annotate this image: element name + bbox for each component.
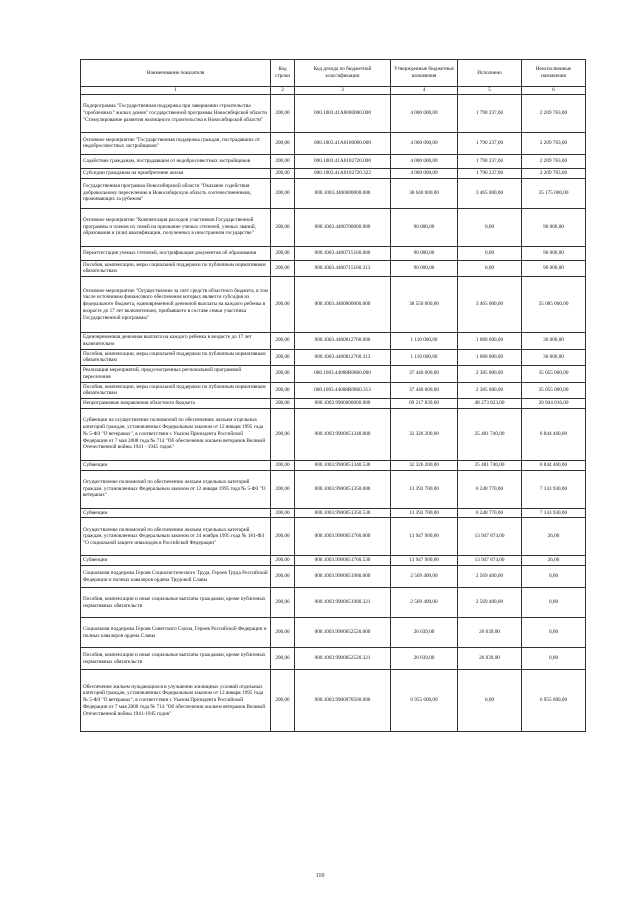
table-row bbox=[81, 277, 586, 333]
row-name: Осуществление полномочий по обеспечению жильем отдельных категорий граждан, установленных Федеральным законом от 12 января 1995 года № 5-ФЗ "О ветеранах" bbox=[81, 470, 271, 508]
row-code: 200,00 bbox=[271, 508, 295, 518]
header-name: Наименование показателя bbox=[81, 60, 271, 87]
row-executed: 13 947 874,00 bbox=[458, 556, 522, 566]
row-approved: 4 000 000,00 bbox=[391, 94, 458, 132]
row-name: Осуществление полномочий по обеспечению жильем отдельных категорий граждан, установленных Федеральным законом от 24 ноября 1995 года № 181-ФЗ "О социальной защите инвалидов в Российской Федерации" bbox=[81, 518, 271, 556]
row-unexecuted: 7 143 930,00 bbox=[522, 470, 586, 508]
row-approved: 13 392 700,00 bbox=[391, 470, 458, 508]
row-executed: 6 248 770,00 bbox=[458, 470, 522, 508]
row-approved: 6 955 600,00 bbox=[391, 670, 458, 732]
row-code: 200,00 bbox=[271, 588, 295, 618]
header-approved: Утвержденные бюджетные назначения bbox=[391, 60, 458, 87]
row-executed: 26 039,00 bbox=[458, 648, 522, 670]
row-executed: 0,00 bbox=[458, 246, 522, 260]
row-name: Пособия, компенсации и иные социальные выплаты гражданам, кроме публичных нормативных обязательств bbox=[81, 648, 271, 670]
row-code: 200,00 bbox=[271, 556, 295, 566]
row-code: 200,00 bbox=[271, 399, 295, 409]
table-row bbox=[81, 670, 586, 732]
row-name: Социальная поддержка Героев Социалистического Труда, Героев Труда Российской Федерации и полных кавалеров ордена Трудовой Славы bbox=[81, 566, 271, 588]
column-number-row bbox=[81, 87, 586, 95]
row-kbk: 000.1003.9900051350.000 bbox=[295, 470, 391, 508]
row-executed: 1 790 237,00 bbox=[458, 168, 522, 178]
row-executed: 2 569 400,00 bbox=[458, 566, 522, 588]
row-unexecuted: 30 000,00 bbox=[522, 349, 586, 366]
table-row bbox=[81, 518, 586, 556]
row-approved: 13 947 900,00 bbox=[391, 556, 458, 566]
row-executed: 6 248 770,00 bbox=[458, 508, 522, 518]
row-kbk: 000.1003.4400715160.313 bbox=[295, 260, 391, 277]
row-approved: 1 110 000,00 bbox=[391, 333, 458, 350]
row-approved: 90 000,00 bbox=[391, 208, 458, 246]
table-row bbox=[81, 94, 586, 132]
row-name: Субвенции bbox=[81, 508, 271, 518]
table-row bbox=[81, 366, 586, 383]
row-name: Субвенции на осуществление полномочий по обеспечению жильем отдельных категорий граждан, установленных Федеральным законом от 12 января 1995 года № 5-ФЗ "О ветеранах", в соответствии с Указом Президента Российской Федерации от 7 мая 2008 года № 714 "Об обеспечении жильем ветеранов Великой Отечественной войны 1941 - 1945 годов" bbox=[81, 408, 271, 460]
row-executed: 0,00 bbox=[458, 208, 522, 246]
row-unexecuted: 6 844 460,00 bbox=[522, 408, 586, 460]
row-unexecuted: 0,00 bbox=[522, 618, 586, 648]
row-approved: 37 440 000,00 bbox=[391, 366, 458, 383]
table-row bbox=[81, 618, 586, 648]
table-row bbox=[81, 382, 586, 399]
row-name: Субвенции bbox=[81, 460, 271, 470]
column-number: 2 bbox=[271, 87, 295, 95]
row-kbk: 000.1003.9900051980.000 bbox=[295, 566, 391, 588]
row-unexecuted: 2 209 763,00 bbox=[522, 168, 586, 178]
row-approved: 26 039,00 bbox=[391, 648, 458, 670]
table-row bbox=[81, 260, 586, 277]
row-executed: 1 080 000,00 bbox=[458, 333, 522, 350]
row-executed: 48 273 823,00 bbox=[458, 399, 522, 409]
row-code: 200,00 bbox=[271, 208, 295, 246]
row-approved: 32 326 200,00 bbox=[391, 460, 458, 470]
row-code: 200,00 bbox=[271, 333, 295, 350]
header-unexecuted: Неисполненные назначения bbox=[522, 60, 586, 87]
row-code: 200,00 bbox=[271, 246, 295, 260]
row-approved: 13 947 900,00 bbox=[391, 518, 458, 556]
row-code: 200,00 bbox=[271, 382, 295, 399]
row-unexecuted: 20 944 016,00 bbox=[522, 399, 586, 409]
row-executed: 13 947 874,00 bbox=[458, 518, 522, 556]
row-kbk: 000.1003.4400812760.313 bbox=[295, 349, 391, 366]
row-code: 200,00 bbox=[271, 566, 295, 588]
row-approved: 13 392 700,00 bbox=[391, 508, 458, 518]
row-executed: 2 569 400,00 bbox=[458, 588, 522, 618]
table-row bbox=[81, 132, 586, 154]
row-name: Переаттестация ученых степеней, нострификация документов об образовании bbox=[81, 246, 271, 260]
table-row bbox=[81, 566, 586, 588]
report-body bbox=[81, 94, 586, 731]
row-executed: 3 465 000,00 bbox=[458, 178, 522, 208]
row-unexecuted: 0,00 bbox=[522, 648, 586, 670]
row-unexecuted: 90 000,00 bbox=[522, 260, 586, 277]
row-code: 200,00 bbox=[271, 518, 295, 556]
table-row bbox=[81, 333, 586, 350]
row-code: 200,00 bbox=[271, 178, 295, 208]
row-approved: 90 000,00 bbox=[391, 260, 458, 277]
row-executed: 2 385 000,00 bbox=[458, 366, 522, 383]
row-name: Основное мероприятие "Компенсация расходов участников Государственной программы и членов их семей на признание ученых степеней, ученых званий, образования и (или) квалификации, полученных в иностранном государстве" bbox=[81, 208, 271, 246]
row-code: 200,00 bbox=[271, 618, 295, 648]
row-kbk: 000.1003.4400812760.000 bbox=[295, 333, 391, 350]
row-executed: 1 080 000,00 bbox=[458, 349, 522, 366]
row-name: Подпрограмма "Государственная поддержка при завершении строительства "проблемных" жилых домов" государственной программы Новосибирской области "Стимулирование развития жилищного строительства в Новосибирской области" bbox=[81, 94, 271, 132]
row-executed: 25 481 740,00 bbox=[458, 408, 522, 460]
table-row bbox=[81, 588, 586, 618]
row-unexecuted: 2 209 763,00 bbox=[522, 94, 586, 132]
row-executed: 0,00 bbox=[458, 260, 522, 277]
row-unexecuted: 6 844 460,00 bbox=[522, 460, 586, 470]
row-kbk: 000.1003.9900051340.530 bbox=[295, 460, 391, 470]
row-name: Субвенции bbox=[81, 556, 271, 566]
row-approved: 2 569 400,00 bbox=[391, 566, 458, 588]
row-unexecuted: 26,00 bbox=[522, 518, 586, 556]
row-unexecuted: 0,00 bbox=[522, 588, 586, 618]
row-kbk: 000.1003.9900051980.321 bbox=[295, 588, 391, 618]
row-name: Содействие гражданам, пострадавшим от недобросовестных застройщиков bbox=[81, 154, 271, 168]
row-unexecuted: 90 000,00 bbox=[522, 246, 586, 260]
row-kbk: 000.1003.4400000000.000 bbox=[295, 178, 391, 208]
row-name: Государственная программа Новосибирской области "Оказание содействия добровольному переселению в Новосибирскую область соотечественников, проживающих за рубежом" bbox=[81, 178, 271, 208]
row-code: 200,00 bbox=[271, 366, 295, 383]
row-unexecuted: 6 955 600,00 bbox=[522, 670, 586, 732]
row-code: 200,00 bbox=[271, 168, 295, 178]
row-approved: 32 326 200,00 bbox=[391, 408, 458, 460]
row-kbk: 000.1003.44008R0860.313 bbox=[295, 382, 391, 399]
row-kbk: 000.1003.41А0100000.000 bbox=[295, 132, 391, 154]
row-executed: 26 039,00 bbox=[458, 618, 522, 648]
row-unexecuted: 90 000,00 bbox=[522, 208, 586, 246]
row-code: 200,00 bbox=[271, 260, 295, 277]
row-unexecuted: 2 209 763,00 bbox=[522, 132, 586, 154]
row-name: Обеспечение жильем нуждающихся в улучшении жилищных условий отдельных категорий граждан, установленных Федеральным законом от 12 января 1995 года № 5-ФЗ "О ветеранах", в соответствии с Указом Президента Российской Федерации от 7 мая 2008 года № 714 "Об обеспечении жильем ветеранов Великой Отечественной войны 1941-1945 годов" bbox=[81, 670, 271, 732]
row-unexecuted: 30 000,00 bbox=[522, 333, 586, 350]
row-name: Непрограммные направления областного бюджета bbox=[81, 399, 271, 409]
row-kbk: 000.1003.9900052520.000 bbox=[295, 618, 391, 648]
row-unexecuted: 35 175 000,00 bbox=[522, 178, 586, 208]
row-approved: 90 000,00 bbox=[391, 246, 458, 260]
row-kbk: 000.1003.41А0102720.000 bbox=[295, 154, 391, 168]
row-kbk: 000.1003.41А0102720.322 bbox=[295, 168, 391, 178]
column-number: 5 bbox=[458, 87, 522, 95]
column-number: 1 bbox=[81, 87, 271, 95]
row-kbk: 000.1003.9900051350.530 bbox=[295, 508, 391, 518]
row-unexecuted: 35 085 000,00 bbox=[522, 277, 586, 333]
table-row bbox=[81, 508, 586, 518]
row-name: Реализация мероприятий, предусмотренных региональной программой переселения bbox=[81, 366, 271, 383]
row-name: Субсидии гражданам на приобретение жилья bbox=[81, 168, 271, 178]
row-kbk: 000.1003.9900070560.000 bbox=[295, 670, 391, 732]
row-code: 200,00 bbox=[271, 154, 295, 168]
table-row bbox=[81, 408, 586, 460]
row-approved: 38 550 000,00 bbox=[391, 277, 458, 333]
row-name: Пособия, компенсации, меры социальной поддержки по публичным нормативным обязательствам bbox=[81, 349, 271, 366]
table-row bbox=[81, 556, 586, 566]
row-executed: 2 385 000,00 bbox=[458, 382, 522, 399]
row-approved: 4 000 000,00 bbox=[391, 132, 458, 154]
row-kbk: 000.1003.41А0000000.000 bbox=[295, 94, 391, 132]
row-name: Пособия, компенсации и иные социальные выплаты гражданам, кроме публичных нормативных обязательств bbox=[81, 588, 271, 618]
row-name: Основное мероприятие "Осуществление за счет средств областного бюджета, в том числе источником финансового обеспечения которых является субсидия из федерального бюджета, единовременной денежной выплаты на каждого ребенка в возрасте до 17 лет включительно, прибывшего в составе семьи участника Государственной программы" bbox=[81, 277, 271, 333]
table-row bbox=[81, 154, 586, 168]
table-row bbox=[81, 178, 586, 208]
table-row bbox=[81, 470, 586, 508]
table-row bbox=[81, 648, 586, 670]
table-row bbox=[81, 246, 586, 260]
row-executed: 1 790 237,00 bbox=[458, 94, 522, 132]
row-code: 200,00 bbox=[271, 670, 295, 732]
row-kbk: 000.1003.9900051760.530 bbox=[295, 556, 391, 566]
table-row bbox=[81, 399, 586, 409]
row-approved: 2 569 400,00 bbox=[391, 588, 458, 618]
row-name: Социальная поддержка Героев Советского Союза, Героев Российской Федерации и полных кавалеров ордена Славы bbox=[81, 618, 271, 648]
row-unexecuted: 35 055 000,00 bbox=[522, 382, 586, 399]
row-name: Основное мероприятие "Государственная поддержка граждан, пострадавших от недобросовестных застройщиков" bbox=[81, 132, 271, 154]
row-approved: 4 000 000,00 bbox=[391, 154, 458, 168]
row-code: 200,00 bbox=[271, 648, 295, 670]
row-kbk: 000.1003.9900051760.000 bbox=[295, 518, 391, 556]
row-kbk: 000.1003.4400800000.000 bbox=[295, 277, 391, 333]
row-executed: 1 790 237,00 bbox=[458, 132, 522, 154]
header-code: Код строки bbox=[271, 60, 295, 87]
row-code: 200,00 bbox=[271, 460, 295, 470]
row-executed: 1 790 237,00 bbox=[458, 154, 522, 168]
row-code: 200,00 bbox=[271, 277, 295, 333]
row-code: 200,00 bbox=[271, 349, 295, 366]
row-kbk: 000.1003.9900051340.000 bbox=[295, 408, 391, 460]
row-kbk: 000.1003.44008R0860.000 bbox=[295, 366, 391, 383]
row-approved: 1 110 000,00 bbox=[391, 349, 458, 366]
column-number: 3 bbox=[295, 87, 391, 95]
table-row bbox=[81, 168, 586, 178]
column-number: 4 bbox=[391, 87, 458, 95]
row-executed: 25 481 740,00 bbox=[458, 460, 522, 470]
header-kbk: Код дохода по бюджетной классификации bbox=[295, 60, 391, 87]
table-row bbox=[81, 208, 586, 246]
row-executed: 3 465 000,00 bbox=[458, 277, 522, 333]
row-executed: 0,00 bbox=[458, 670, 522, 732]
row-approved: 26 039,00 bbox=[391, 618, 458, 648]
row-kbk: 000.1003.4400700000.000 bbox=[295, 208, 391, 246]
row-approved: 37 440 000,00 bbox=[391, 382, 458, 399]
header-executed: Исполнено bbox=[458, 60, 522, 87]
row-name: Пособия, компенсации, меры социальной поддержки по публичным нормативным обязательствам bbox=[81, 260, 271, 277]
row-kbk: 000.1003.9900052520.321 bbox=[295, 648, 391, 670]
table-row bbox=[81, 349, 586, 366]
row-unexecuted: 0,00 bbox=[522, 566, 586, 588]
row-code: 200,00 bbox=[271, 408, 295, 460]
row-kbk: 000.1003.4400715160.000 bbox=[295, 246, 391, 260]
row-name: Единовременная денежная выплата на каждого ребенка в возрасте до 17 лет включительно bbox=[81, 333, 271, 350]
row-unexecuted: 2 209 763,00 bbox=[522, 154, 586, 168]
table-row bbox=[81, 460, 586, 470]
row-approved: 4 000 000,00 bbox=[391, 168, 458, 178]
row-kbk: 000.1003.9900000000.000 bbox=[295, 399, 391, 409]
column-number: 6 bbox=[522, 87, 586, 95]
row-name: Пособия, компенсации, меры социальной поддержки по публичным нормативным обязательствам bbox=[81, 382, 271, 399]
header-row bbox=[81, 60, 586, 87]
row-approved: 38 640 000,00 bbox=[391, 178, 458, 208]
row-unexecuted: 7 143 930,00 bbox=[522, 508, 586, 518]
report-table bbox=[80, 59, 586, 732]
page-number: 110 bbox=[315, 873, 325, 879]
row-code: 200,00 bbox=[271, 132, 295, 154]
row-unexecuted: 35 055 000,00 bbox=[522, 366, 586, 383]
row-code: 200,00 bbox=[271, 470, 295, 508]
row-approved: 69 217 839,00 bbox=[391, 399, 458, 409]
row-code: 200,00 bbox=[271, 94, 295, 132]
row-unexecuted: 26,00 bbox=[522, 556, 586, 566]
